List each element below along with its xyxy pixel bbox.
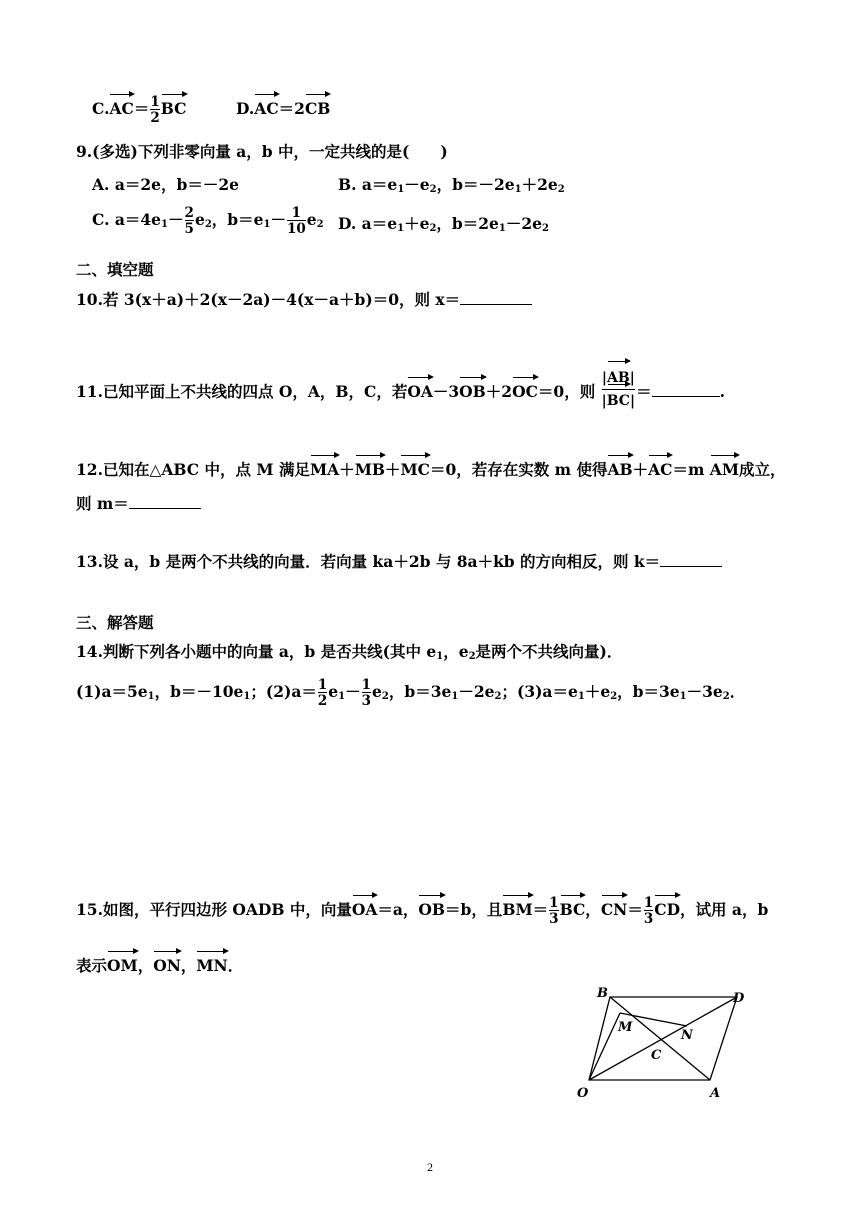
q9-option-c: C. $a=4e_1-$ $\frac{2}{5}$ $e_2$，$b=e_1-$ $\frac{1}{10}$ $e_2$ [92,205,324,238]
vector-bc: BC [559,900,586,920]
q11: 11.已知平面上不共线的四点 O，A，B，C，若OA－3OB＋2OC＝0，则 $\frac{|AB|}{|BC|}$ ＝ . [76,374,725,412]
vector-bc: BC [160,99,187,119]
q15-line2: 表示OM，ON，MN． [76,956,244,975]
vector-ac: AC [254,99,279,118]
q9-option-b: B. $a=e_1-e_2$，$b=-2e_1+2e_2$ [338,175,565,195]
q8-option-d: D.AC＝2CB [236,99,331,118]
q9-stem: 9.(多选)下列非零向量 a，b 中，一定共线的是( ) [76,142,448,161]
label-d: D [733,991,745,1006]
vector-om: OM [107,956,138,975]
answer-blank[interactable] [652,396,720,397]
label-a: A [710,1086,721,1101]
q14-parts: $(1)a=5e_1$，$b=-10e_1$；(2)a＝ $\frac{1}{2}$ $e_1-$ $\frac{1}{3}$ $e_2$，$b=3e_1-2e_2$；$(3)a=e_1+e_2$，$b=3e_1-3e_2$． [76,677,746,710]
label-b: B [597,986,608,1001]
diagonal-od [589,997,737,1080]
vector-mb: MB [354,460,385,479]
label-n: N [681,1028,693,1043]
label-m: M [618,1020,633,1035]
q13: 13.设 a，b 是两个不共线的向量．若向量 ka＋2b 与 8a＋kb 的方向相反，则 k＝ [76,554,722,570]
section-fill-in: 二、填空题 [76,261,154,279]
fraction: $\frac{1}{3}$ [361,677,372,710]
q15-line1: 15.如图，平行四边形 OADB 中，向量OA＝a，OB＝b，且BM＝ $\frac{1}{3}$ BC，CN＝ $\frac{1}{3}$ CD，试用 a，b [76,895,769,928]
segment-om [589,1013,620,1080]
vector-oc: OC [512,382,538,401]
fraction-ab-bc: $\frac{|AB|}{|BC|}$ [602,368,635,412]
vector-ac: AC [648,460,673,479]
page-number: 2 [427,1160,433,1174]
parallelogram-figure [570,982,760,1102]
vector-on: ON [153,956,181,975]
vector-cd: CD [654,900,681,920]
q12-line1: 12.已知在△ABC 中，点 M 满足MA＋MB＋MC＝0，若存在实数 m 使得AB＋AC＝m AM成立， [76,460,786,479]
vector-ma: MA [309,460,340,479]
section-solutions: 三、解答题 [76,614,154,632]
fraction: $\frac{1}{3}$ [549,895,559,928]
vector-ac: AC [109,99,134,119]
q9-option-d: D. $a=e_1+e_2$，$b=2e_1-2e_2$ [338,214,549,234]
q14-stem: 14.判断下列各小题中的向量 a，b 是否共线(其中 $e_1$，$e_2$是两个不共线向量)． [76,642,623,662]
fraction: $\frac{2}{5}$ [184,205,194,238]
fraction: $\frac{1}{10}$ [286,205,306,238]
fraction: $\frac{1}{2}$ [317,677,328,710]
answer-blank[interactable] [660,566,722,567]
vector-am: AM [709,460,739,479]
fraction: $\frac{1}{2}$ [150,94,160,127]
vector-ob: OB [459,382,486,401]
vector-ab: AB [607,460,633,479]
vector-cn: CN [600,900,628,920]
vector-oa: OA [407,382,433,401]
vector-mn: MN [196,956,228,975]
vector-cb: CB [304,99,331,118]
label-o: O [577,1086,589,1101]
answer-blank[interactable] [460,304,532,305]
q12-line2: 则 m＝ [76,496,201,512]
diagonal-ba [610,997,710,1080]
answer-blank[interactable] [129,508,201,509]
vector-ob: OB [418,900,446,920]
vector-bm: BM [502,900,533,920]
q8-option-c: C.AC＝ $\frac{1}{2}$ BC [92,94,187,127]
vector-bc: BC [607,391,630,412]
q9-option-a: A. a＝2e，b＝－2e [92,175,239,194]
label-c: C [651,1048,662,1063]
fraction: $\frac{1}{3}$ [643,895,654,928]
q10: 10.若 3(x＋a)＋2(x－2a)－4(x－a＋b)＝0，则 x＝ [76,292,532,308]
vector-oa: OA [351,900,378,920]
vector-ab: AB [607,368,630,389]
vector-mc: MC [400,460,430,479]
